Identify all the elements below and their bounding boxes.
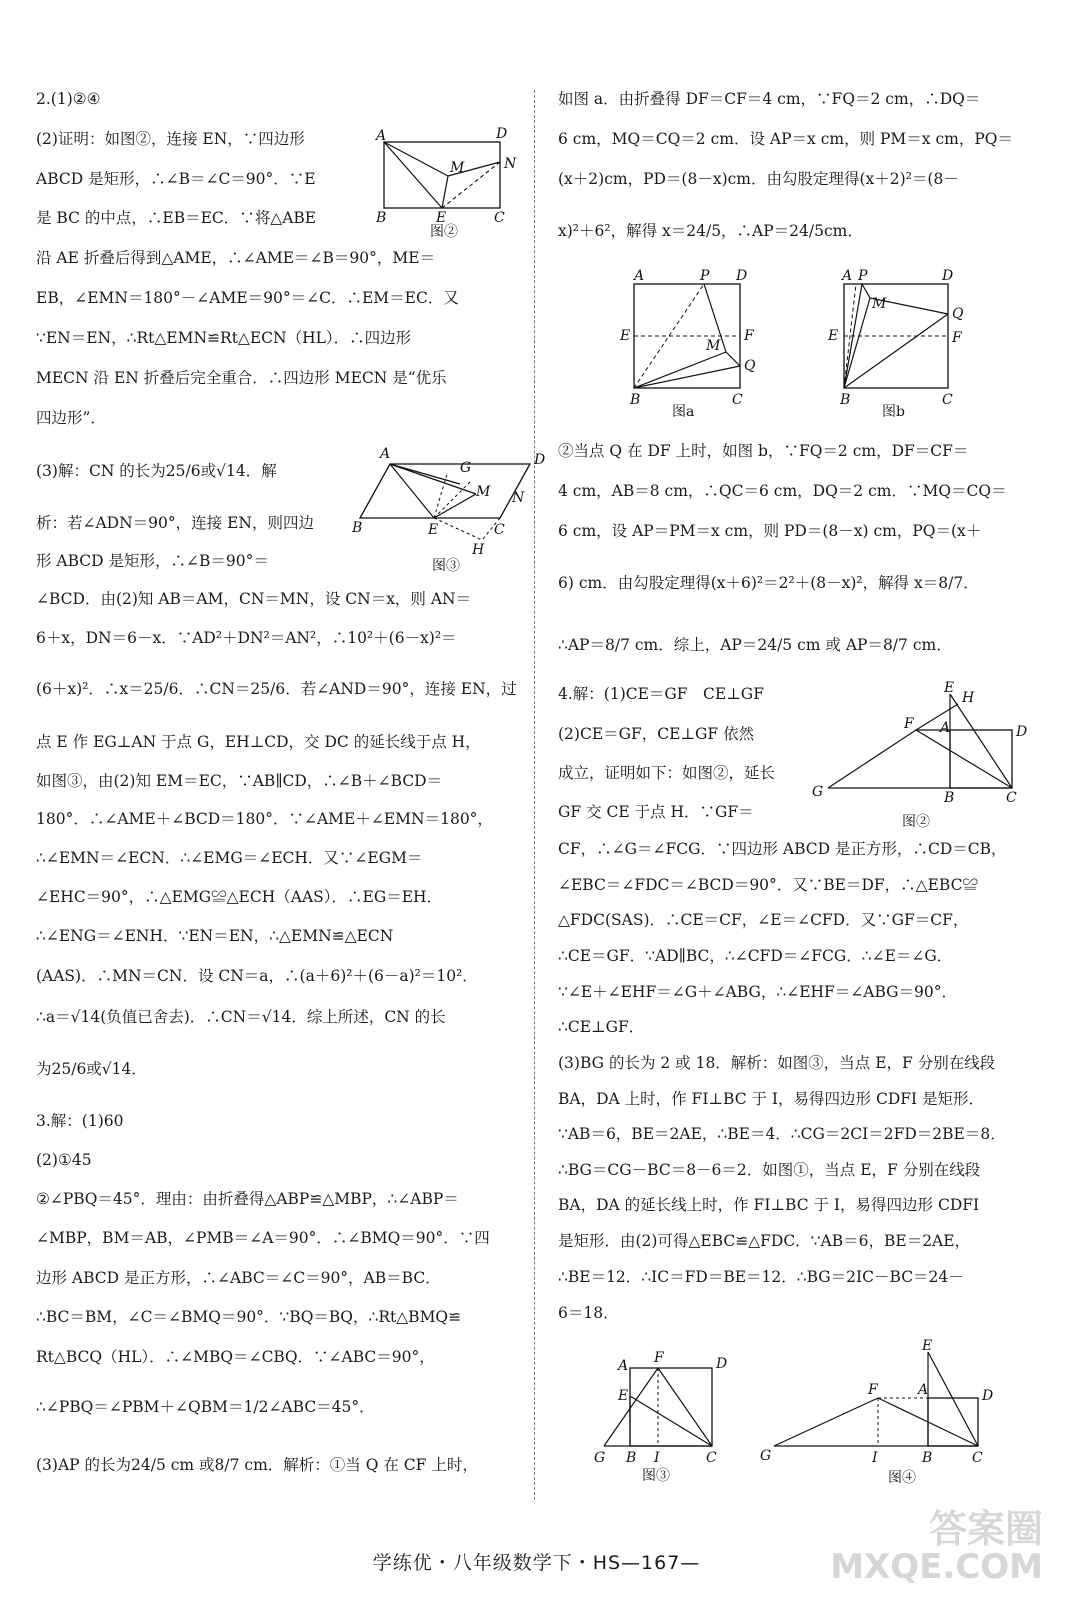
text-line: ∴BE＝12．∴IC＝FD＝BE＝12．∴BG＝2IC－BC＝24－ — [558, 1268, 964, 1286]
page-footer: 学练优・八年级数学下・HS—167— — [372, 1552, 701, 1574]
figure-caption: 图b — [882, 404, 905, 420]
svg-text:C: C — [706, 1450, 717, 1466]
text-line: (AAS)．∴MN＝CN．设 CN＝a，∴(a＋6)²＋(6－a)²＝10²． — [36, 967, 478, 985]
text-line: ∴∠PBQ＝∠PBM＋∠QBM＝1/2∠ABC＝45°． — [36, 1398, 375, 1416]
text-line: ABCD 是矩形，∴∠B＝∠C＝90°．∵E — [36, 170, 316, 188]
text-line: 是矩形．由(2)可得△EBC≌△FDC．∵AB＝6，BE＝2AE， — [558, 1232, 971, 1250]
text-line: 3.解：(1)60 — [36, 1112, 124, 1130]
svg-text:P: P — [858, 268, 868, 284]
svg-text:A: A — [940, 720, 951, 736]
svg-text:A: A — [918, 1382, 929, 1398]
text-line: 边形 ABCD 是正方形，∴∠ABC＝∠C＝90°，AB＝BC． — [36, 1269, 441, 1287]
svg-text:B: B — [376, 210, 387, 226]
svg-text:F: F — [952, 330, 962, 346]
svg-text:P: P — [700, 268, 710, 284]
svg-text:B: B — [840, 392, 851, 408]
text-line: (6＋x)²．∴x＝25/6．∴CN＝25/6．若∠AND＝90°，连接 EN，过 — [36, 680, 517, 698]
svg-text:M: M — [706, 338, 721, 354]
text-line: 4 cm，AB＝8 cm，∴QC＝6 cm，DQ＝2 cm．∵MQ＝CQ＝ — [558, 482, 1007, 500]
svg-text:M: M — [450, 160, 465, 176]
svg-text:N: N — [504, 156, 517, 172]
text-line: 是 BC 的中点，∴EB＝EC．∵将△ABE — [36, 209, 317, 227]
svg-text:E: E — [620, 328, 631, 344]
svg-text:G: G — [594, 1450, 606, 1466]
watermark — [830, 1507, 1043, 1587]
text-line: ∠EHC＝90°，∴△EMG≌△ECH（AAS）．∴EG＝EH． — [36, 888, 443, 906]
svg-text:G: G — [812, 784, 824, 800]
svg-text:B: B — [626, 1450, 637, 1466]
text-line: ∴BG＝CG－BC＝8－6＝2．如图①，当点 E，F 分别在线段 — [558, 1161, 981, 1179]
svg-text:F: F — [654, 1350, 664, 1366]
svg-text:I: I — [872, 1450, 878, 1466]
text-line: 2.(1)②④ — [36, 90, 101, 108]
figure-a-square — [620, 270, 760, 424]
text-line: 如图③，由(2)知 EM＝EC，∵AB∥CD，∴∠B＋∠BCD＝ — [36, 772, 443, 790]
text-line: BA，DA 的延长线上时，作 FI⊥BC 于 I，易得四边形 CDFI — [558, 1196, 980, 1214]
text-line: Rt△BCQ（HL）．∴∠MBQ＝∠CBQ．∵∠ABC＝90°， — [36, 1348, 435, 1366]
watermark-url: MXQE.COM — [830, 1546, 1043, 1587]
figure-4-2 — [808, 680, 1038, 834]
svg-text:A: A — [618, 1358, 629, 1374]
svg-text:E: E — [436, 210, 447, 226]
text-line: x)²＋6²，解得 x＝24/5，∴AP＝24/5cm． — [558, 222, 863, 240]
text-line: ∠MBP，BM＝AB，∠PMB＝∠A＝90°．∴∠BMQ＝90°．∵四 — [36, 1229, 490, 1247]
svg-text:A: A — [842, 268, 853, 284]
figure-4-3 — [588, 1346, 738, 1490]
svg-text:F: F — [904, 716, 914, 732]
svg-text:C: C — [732, 392, 743, 408]
text-line: ∴∠EMN＝∠ECN．∴∠EMG＝∠ECH．又∵∠EGM＝ — [36, 849, 423, 867]
figure-caption: 图③ — [642, 1468, 670, 1484]
text-line: (3)BG 的长为 2 或 18．解析：如图③，当点 E，F 分别在线段 — [558, 1054, 996, 1072]
svg-text:F: F — [744, 328, 754, 344]
text-line: 为25/6或√14． — [36, 1060, 147, 1078]
svg-text:M: M — [476, 484, 491, 500]
svg-text:A: A — [376, 128, 387, 144]
svg-text:Q: Q — [952, 306, 964, 322]
text-line: 点 E 作 EG⊥AN 于点 G，EH⊥CD，交 DC 的延长线于点 H， — [36, 733, 481, 751]
svg-text:D: D — [1016, 724, 1028, 740]
svg-text:E: E — [828, 328, 839, 344]
svg-text:C: C — [494, 522, 505, 538]
svg-text:E: E — [944, 680, 955, 696]
figure-4-4 — [758, 1338, 998, 1496]
text-line: 析：若∠ADN＝90°，连接 EN，则四边 — [36, 514, 314, 532]
svg-text:F: F — [868, 1382, 878, 1398]
svg-text:D: D — [736, 268, 748, 284]
figure-caption: 图② — [430, 224, 458, 240]
text-line: ∵EN＝EN，∴Rt△EMN≌Rt△ECN（HL）．∴四边形 — [36, 329, 412, 347]
text-line: (3)AP 的长为24/5 cm 或8/7 cm．解析：①当 Q 在 CF 上时， — [36, 1456, 478, 1474]
svg-text:E: E — [618, 1388, 629, 1404]
text-line: 四边形”． — [36, 409, 106, 427]
text-line: EB，∠EMN＝180°－∠AME＝90°＝∠C．∴EM＝EC．又 — [36, 289, 459, 307]
figure-caption: 图④ — [888, 1470, 916, 1486]
svg-text:B: B — [944, 790, 955, 806]
text-line: 6＝18． — [558, 1304, 619, 1322]
text-line: △FDC(SAS)．∴CE＝CF，∠E＝∠CFD．又∵GF＝CF， — [558, 911, 969, 929]
text-line: (3)解：CN 的长为25/6或√14．解 — [36, 462, 277, 480]
svg-text:B: B — [352, 520, 363, 536]
svg-text:D: D — [716, 1356, 728, 1372]
column-divider — [534, 90, 535, 1500]
figure-caption: 图② — [902, 814, 930, 830]
text-line: MECN 沿 EN 折叠后完全重合．∴四边形 MECN 是“优乐 — [36, 369, 447, 387]
svg-text:C: C — [1006, 790, 1017, 806]
svg-text:D: D — [982, 1388, 994, 1404]
svg-text:C: C — [494, 210, 505, 226]
text-line: 成立，证明如下：如图②，延长 — [558, 764, 776, 782]
svg-text:E: E — [922, 1338, 933, 1354]
svg-text:C: C — [942, 392, 953, 408]
svg-text:M: M — [872, 296, 887, 312]
text-line: (2)①45 — [36, 1151, 92, 1169]
svg-text:I: I — [654, 1450, 660, 1466]
figure-b-square — [828, 270, 978, 424]
svg-text:N: N — [512, 490, 525, 506]
text-line: 如图 a．由折叠得 DF＝CF＝4 cm，∵FQ＝2 cm，∴DQ＝ — [558, 90, 981, 108]
text-line: 沿 AE 折叠后得到△AME，∴∠AME＝∠B＝90°，ME＝ — [36, 249, 436, 267]
figure-caption: 图a — [672, 404, 695, 420]
text-line: GF 交 CE 于点 H．∵GF＝ — [558, 803, 754, 821]
text-line: 形 ABCD 是矩形，∴∠B＝90°＝ — [36, 552, 269, 570]
svg-text:C: C — [972, 1450, 983, 1466]
text-line: BA，DA 上时，作 FI⊥BC 于 I，易得四边形 CDFI 是矩形． — [558, 1090, 985, 1108]
svg-text:G: G — [460, 460, 472, 476]
text-line: (x＋2)cm，PD＝(8－x)cm．由勾股定理得(x＋2)²＝(8－ — [558, 170, 959, 188]
text-line: 6) cm．由勾股定理得(x＋6)²＝2²＋(8－x)²，解得 x＝8/7． — [558, 574, 979, 592]
svg-text:B: B — [922, 1450, 933, 1466]
text-line: ∵∠E＋∠EHF＝∠G＋∠ABG，∴∠EHF＝∠ABG＝90°． — [558, 983, 957, 1001]
text-line: ②∠PBQ＝45°．理由：由折叠得△ABP≌△MBP，∴∠ABP＝ — [36, 1190, 459, 1208]
text-line: ∴AP＝8/7 cm．综上，AP＝24/5 cm 或 AP＝8/7 cm． — [558, 636, 952, 654]
text-line: ∴BC＝BM，∠C＝∠BMQ＝90°．∵BQ＝BQ，∴Rt△BMQ≌ — [36, 1308, 462, 1326]
text-line: ∠EBC＝∠FDC＝∠BCD＝90°．又∵BE＝DF，∴△EBC≌ — [558, 876, 978, 894]
text-line: ∠BCD．由(2)知 AB＝AM，CN＝MN，设 CN＝x，则 AN＝ — [36, 590, 472, 608]
watermark-title: 答案圈 — [928, 1507, 1043, 1551]
text-line: 180°．∴∠AME＋∠BCD＝180°．∵∠AME＋∠EMN＝180°， — [36, 810, 493, 828]
text-line: ∴CE＝GF．∵AD∥BC，∴∠CFD＝∠FCG．∴∠E＝∠G． — [558, 947, 953, 965]
text-line: ∴a＝√14(负值已舍去)．∴CN＝√14．综上所述，CN 的长 — [36, 1008, 446, 1026]
text-line: (2)CE＝GF，CE⊥GF 依然 — [558, 725, 755, 743]
svg-text:D: D — [942, 268, 954, 284]
svg-text:A: A — [380, 446, 391, 462]
text-line: 6 cm，设 AP＝PM＝x cm，则 PD＝(8－x) cm，PQ＝(x＋ — [558, 522, 982, 540]
svg-text:Q: Q — [744, 358, 756, 374]
text-line: 6＋x，DN＝6－x．∵AD²＋DN²＝AN²，∴10²＋(6－x)²＝ — [36, 629, 457, 647]
text-line: (2)证明：如图②，连接 EN，∵四边形 — [36, 130, 305, 148]
text-line: ∴∠ENG＝∠ENH．∵EN＝EN，∴△EMN≌△ECN — [36, 927, 394, 945]
svg-text:D: D — [534, 452, 546, 468]
text-line: ∵AB＝6，BE＝2AE，∴BE＝4．∴CG＝2CI＝2FD＝2BE＝8． — [558, 1125, 1006, 1143]
svg-text:D: D — [496, 126, 508, 142]
figure-3-parallelogram — [352, 442, 546, 586]
svg-text:B: B — [630, 392, 641, 408]
text-line: 4.解：(1)CE＝GF CE⊥GF — [558, 685, 764, 703]
figure-2-rectangle — [376, 126, 526, 244]
text-line: ∴CE⊥GF． — [558, 1018, 645, 1036]
svg-text:H: H — [472, 542, 485, 558]
text-line: 6 cm，MQ＝CQ＝2 cm．设 AP＝x cm，则 PM＝x cm，PQ＝ — [558, 130, 1013, 148]
svg-text:H: H — [962, 690, 975, 706]
svg-text:E: E — [428, 522, 439, 538]
svg-text:G: G — [760, 1448, 772, 1464]
text-line: CF，∴∠G＝∠FCG．∵四边形 ABCD 是正方形，∴CD＝CB， — [558, 840, 1007, 858]
figure-caption: 图③ — [432, 558, 460, 574]
text-line: ②当点 Q 在 DF 上时，如图 b，∵FQ＝2 cm，DF＝CF＝ — [558, 442, 969, 460]
svg-text:A: A — [634, 268, 645, 284]
